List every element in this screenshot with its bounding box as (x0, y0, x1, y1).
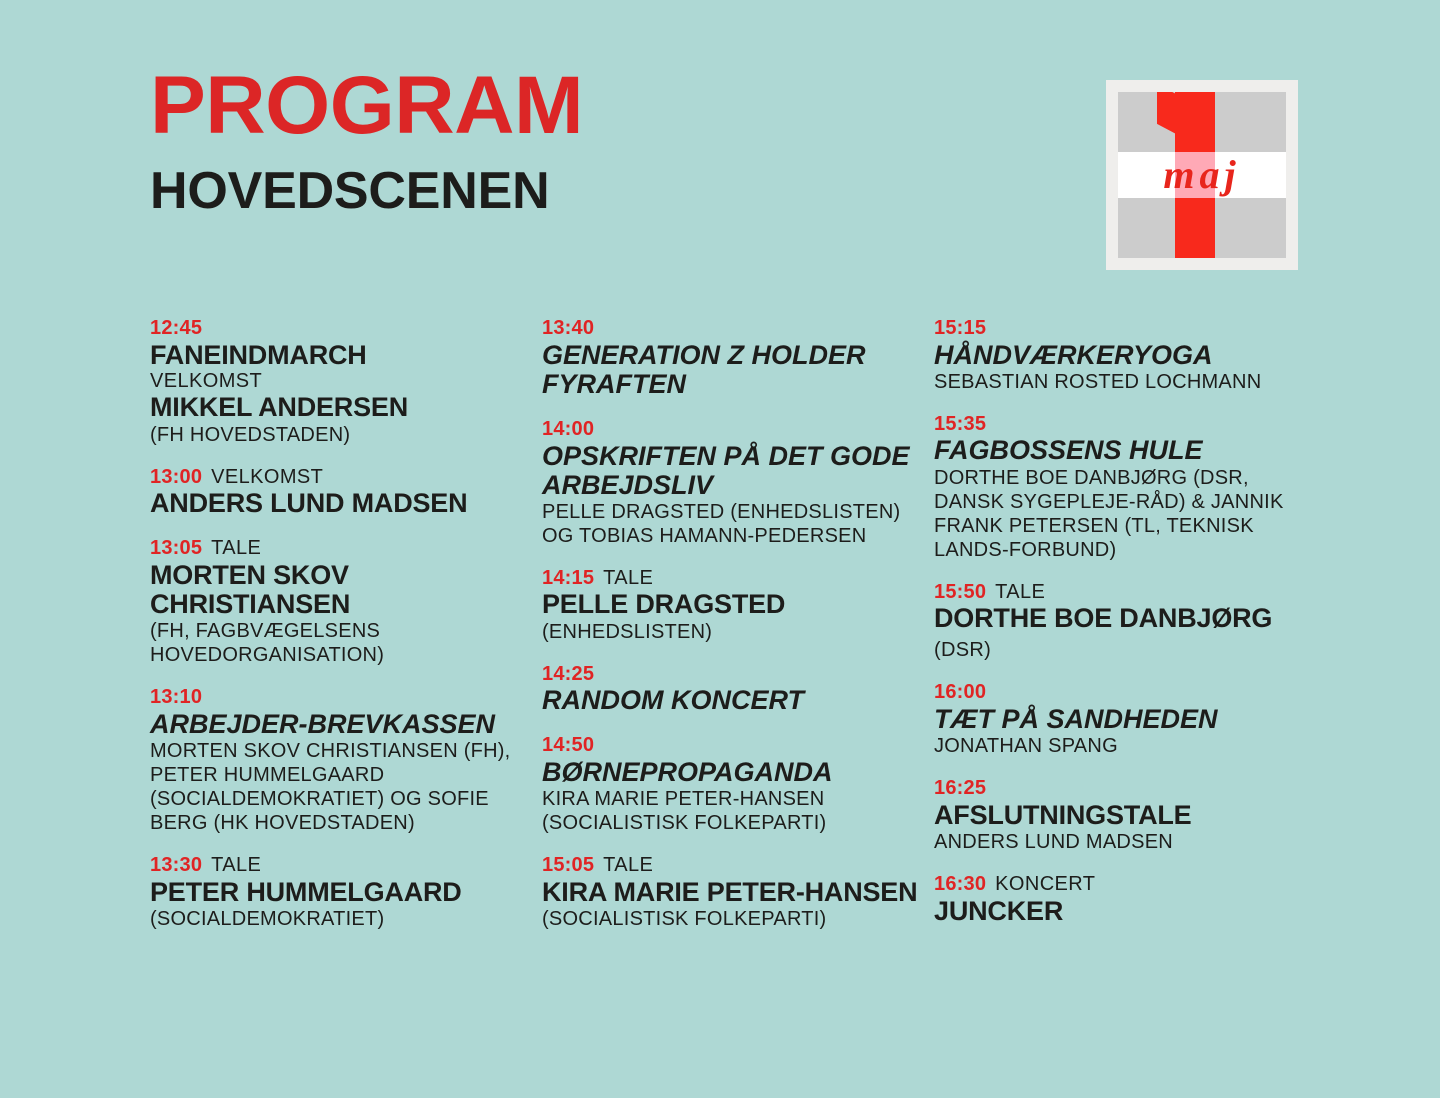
entry-time: 14:15 (542, 566, 595, 589)
entry-name: PELLE DRAGSTED (542, 589, 786, 620)
entry-name: FANEINDMARCH (150, 339, 367, 370)
entry-time: 15:50 (934, 580, 987, 603)
entry-name (934, 604, 1300, 662)
program-entry (542, 419, 934, 548)
entry-time: 12:45 (150, 317, 203, 339)
entry-header (934, 414, 1300, 436)
program-entry (934, 582, 1300, 663)
program-entry (934, 414, 1300, 562)
first-of-may-logo (1106, 80, 1298, 270)
entry-header (150, 318, 542, 340)
entry-header (150, 467, 542, 489)
entry-kind: TALE (211, 537, 262, 560)
program-entry (150, 467, 542, 519)
entry-name: OPSKRIFTEN PÅ DET GODE ARBEJDSLIV (542, 440, 910, 500)
entry-time: 13:40 (542, 317, 595, 339)
entry-name: MORTEN SKOV CHRISTIANSEN (150, 559, 351, 619)
entry-name: PETER HUMMELGAARD (150, 876, 462, 907)
entry-name: ARBEJDER-BREVKASSEN (150, 708, 496, 739)
entry-header (934, 874, 1300, 896)
entry-time: 13:00 (150, 465, 203, 488)
entry-header (934, 778, 1300, 800)
entry-time: 16:30 (934, 872, 987, 895)
entry-affiliation: ANDERS LUND MADSEN (934, 830, 1173, 853)
program-entry (934, 682, 1300, 758)
entry-time: 15:35 (934, 412, 987, 435)
program-entry (542, 318, 934, 399)
entry-header (934, 682, 1300, 704)
program-entry (934, 778, 1300, 854)
entry-name: TÆT PÅ SANDHEDEN (934, 704, 1218, 734)
entry-header (934, 582, 1300, 604)
entry-header (150, 855, 542, 877)
entry-time: 13:05 (150, 537, 203, 560)
entry-header (542, 855, 934, 877)
entry-kind: VELKOMST (211, 465, 324, 488)
entry-name-text: DORTHE BOE DANBJØRG (934, 603, 1273, 634)
program-entry (542, 568, 934, 644)
program-entry (934, 318, 1300, 394)
entry-header (542, 664, 934, 686)
entry-time: 15:05 (542, 854, 595, 877)
entry-name: JUNCKER (934, 895, 1064, 926)
entry-header (542, 419, 934, 441)
entry-header (934, 318, 1300, 340)
entry-kind: TALE (211, 853, 262, 876)
entry-affiliation: KIRA MARIE PETER-HANSEN (SOCIALISTISK FOLKEPARTI) (542, 788, 827, 835)
entry-kind: VELKOMST (150, 369, 263, 392)
entry-kind: TALE (603, 854, 654, 877)
entry-name: FAGBOSSENS HULE (934, 435, 1203, 466)
entry-affiliation: (FH HOVEDSTADEN) (150, 423, 351, 446)
entry-header (542, 735, 934, 757)
entry-kind: TALE (603, 566, 654, 589)
program-columns (150, 318, 1300, 931)
entry-time: 15:15 (934, 317, 987, 339)
entry-name: GENERATION Z HOLDER FYRAFTEN (542, 339, 866, 399)
program-entry (150, 855, 542, 931)
program-entry (934, 874, 1300, 926)
logo-inner-square (1118, 92, 1286, 258)
program-column-2 (542, 318, 934, 931)
entry-name: KIRA MARIE PETER-HANSEN (542, 876, 918, 907)
entry-affiliation: SEBASTIAN ROSTED LOCHMANN (934, 370, 1262, 393)
entry-time: 14:25 (542, 662, 595, 685)
entry-name: BØRNEPROPAGANDA (542, 756, 833, 787)
program-entry (150, 318, 542, 447)
entry-name: AFSLUTNINGSTALE (934, 799, 1192, 830)
entry-name: HÅNDVÆRKERYOGA (934, 339, 1213, 370)
program-column-1 (150, 318, 542, 931)
program-entry (542, 664, 934, 716)
entry-header (150, 538, 542, 560)
entry-kind: TALE (995, 580, 1046, 603)
entry-header (542, 318, 934, 340)
entry-time: 14:00 (542, 417, 595, 440)
entry-affiliation: (ENHEDSLISTEN) (542, 620, 713, 643)
entry-time: 16:25 (934, 777, 987, 800)
entry-affiliation: PELLE DRAGSTED (ENHEDSLISTEN) OG TOBIAS HAMANN-PEDERSEN (542, 500, 901, 547)
entry-name-suffix: (DSR) (934, 639, 992, 662)
entry-name: RANDOM KONCERT (542, 685, 804, 716)
entry-name: ANDERS LUND MADSEN (150, 488, 468, 519)
entry-affiliation: JONATHAN SPANG (934, 735, 1118, 758)
entry-header (542, 568, 934, 590)
entry-header (150, 687, 542, 709)
entry-affiliation: MORTEN SKOV CHRISTIANSEN (FH), PETER HUMMELGAARD (SOCIALDEMOKRATIET) OG SOFIE BERG (HK HOVEDSTADEN) (150, 739, 511, 834)
entry-time: 16:00 (934, 681, 987, 704)
program-entry (150, 538, 542, 667)
stage-title: HOVEDSCENEN (150, 162, 550, 221)
logo-word-maj: maj (1163, 152, 1241, 198)
program-entry (542, 735, 934, 835)
program-entry (542, 855, 934, 931)
program-column-3 (934, 318, 1300, 931)
entry-kind: KONCERT (995, 872, 1096, 895)
entry-time: 13:30 (150, 853, 203, 876)
entry-time: 14:50 (542, 734, 595, 757)
entry-affiliation: (FH, FAGBVÆGELSENS HOVEDORGANISATION) (150, 620, 385, 667)
entry-affiliation: (SOCIALDEMOKRATIET) (150, 907, 385, 930)
entry-time: 13:10 (150, 686, 203, 709)
entry-affiliation: DORTHE BOE DANBJØRG (DSR, DANSK SYGEPLEJE-RÅD) & JANNIK FRANK PETERSEN (TL, TEKNISK LANDS-FORBUND) (934, 466, 1284, 561)
page-title: PROGRAM (150, 60, 584, 151)
entry-affiliation: (SOCIALISTISK FOLKEPARTI) (542, 907, 827, 930)
entry-name-secondary: MIKKEL ANDERSEN (150, 392, 409, 423)
program-entry (150, 687, 542, 835)
